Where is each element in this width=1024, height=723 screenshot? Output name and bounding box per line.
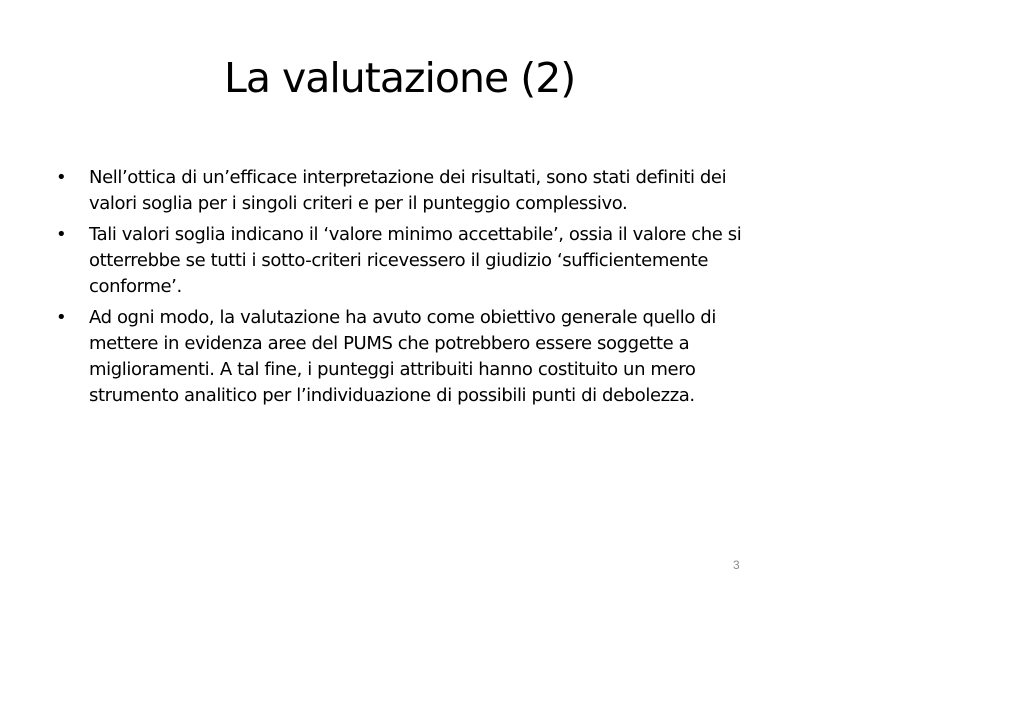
page-number: 3 [733, 558, 740, 572]
bullet-item [56, 305, 756, 409]
bullet-item [56, 165, 756, 217]
bullet-icon: • [56, 167, 67, 188]
bullet-text: Nell’ottica di un’efficace interpretazione dei risultati, sono stati definiti dei valori soglia per i singoli criteri e per il punteggio complessivo. [89, 167, 727, 214]
bullet-text: Ad ogni modo, la valutazione ha avuto come obiettivo generale quello di mettere in evidenza aree del PUMS che potrebbero essere soggette a miglioramenti. A tal fine, i punteggi attribuiti hanno costituito un mero strumento analitico per l’individuazione di possibili punti di debolezza. [89, 307, 716, 406]
bullet-icon: • [56, 307, 67, 328]
bullet-text: Tali valori soglia indicano il ‘valore minimo accettabile’, ossia il valore che si otterrebbe se tutti i sotto-criteri ricevessero il giudizio ‘sufficientemente conforme’. [89, 224, 742, 297]
bullet-list [56, 165, 756, 414]
slide-title: La valutazione (2) [224, 54, 576, 102]
bullet-item [56, 222, 756, 300]
bullet-icon: • [56, 224, 67, 245]
